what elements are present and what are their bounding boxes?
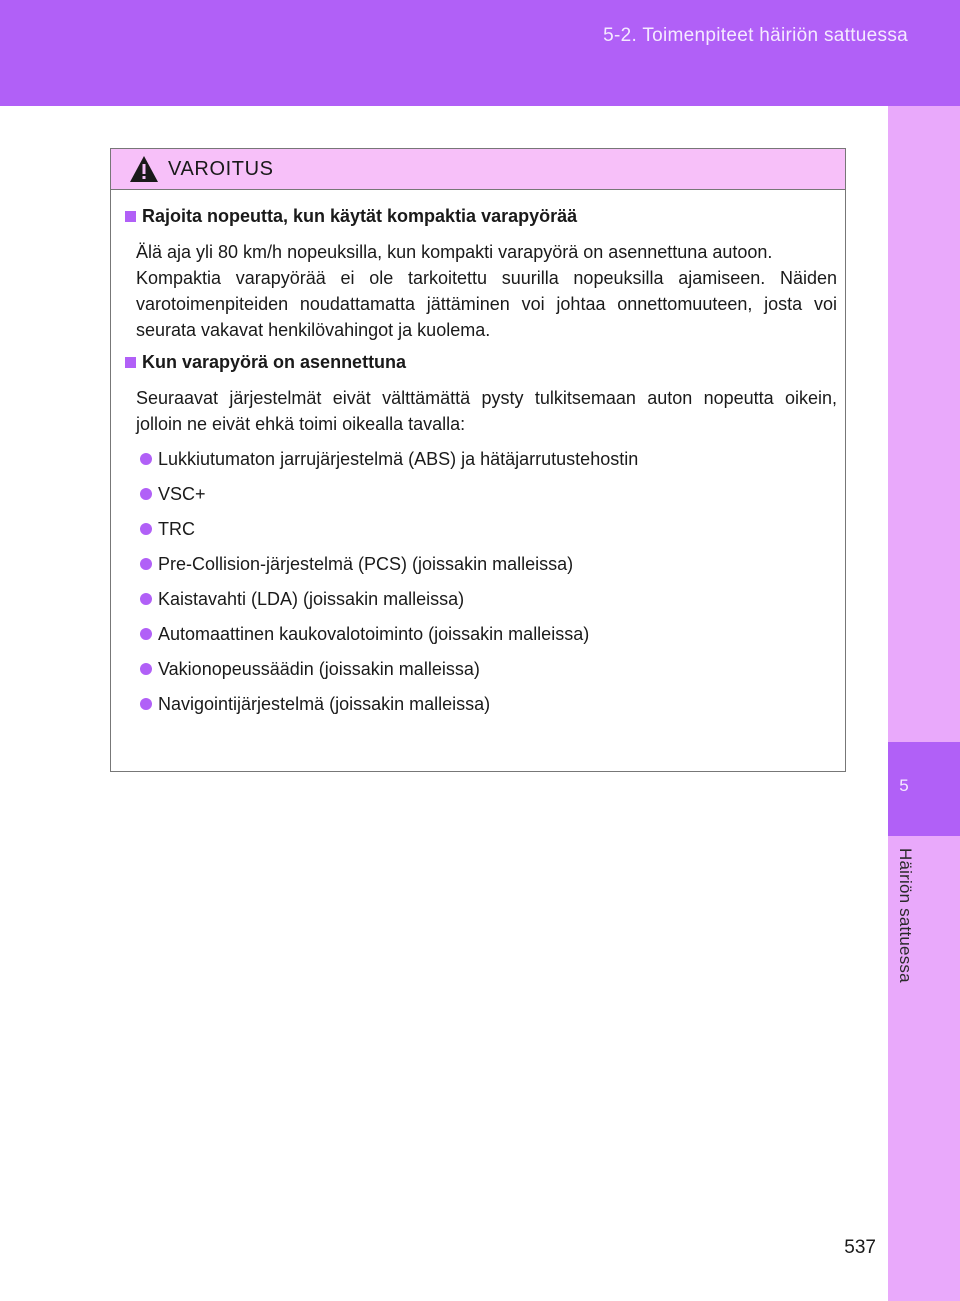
warning-label: VAROITUS (168, 157, 274, 180)
paragraph-line: Kompaktia varapyörää ei ole tarkoitettu suurilla nopeuksilla ajamiseen. Näiden varotoimenpiteiden noudattamatta jättäminen voi johtaa onnettomuuteen, josta voi seurata vakavat henkilövahingot ja kuolema. (136, 268, 837, 340)
warning-triangle-icon (129, 155, 159, 183)
square-bullet-icon (125, 357, 136, 368)
list-item-text: Lukkiutumaton jarrujärjestelmä (ABS) ja hätäjarrutustehostin (158, 449, 639, 469)
side-strip (888, 106, 960, 1301)
section-heading (119, 352, 837, 373)
bullet-dot-icon (140, 593, 152, 605)
section-heading-text: Kun varapyörä on asennettuna (142, 352, 407, 372)
bullet-dot-icon (140, 558, 152, 570)
section-title: 5-2. Toimenpiteet häiriön sattuessa (603, 25, 908, 46)
list-item (136, 446, 837, 472)
page-number: 537 (844, 1237, 876, 1258)
bullet-dot-icon (140, 628, 152, 640)
list-item-text: Navigointijärjestelmä (joissakin malleissa) (158, 694, 491, 714)
list-item-text: Vakionopeussäädin (joissakin malleissa) (158, 659, 480, 679)
list-item-text: Kaistavahti (LDA) (joissakin malleissa) (158, 589, 465, 609)
list-item-text: VSC+ (158, 484, 206, 504)
chapter-title: Häiriön sattuessa (896, 848, 915, 983)
bullet-dot-icon (140, 488, 152, 500)
header-band (0, 0, 960, 106)
bullet-dot-icon (140, 663, 152, 675)
systems-list (136, 446, 837, 717)
square-bullet-icon (125, 211, 136, 222)
section-spare-installed (119, 352, 837, 717)
list-item (136, 516, 837, 542)
list-item (136, 691, 837, 717)
list-item-text: TRC (158, 519, 195, 539)
section-speed-limit (119, 206, 837, 343)
paragraph-line: Älä aja yli 80 km/h nopeuksilla, kun kompakti varapyörä on asennettuna autoon. (136, 242, 773, 262)
list-item (136, 621, 837, 647)
bullet-dot-icon (140, 453, 152, 465)
section-heading-text: Rajoita nopeutta, kun käytät kompaktia varapyörää (142, 206, 578, 226)
warning-content (111, 190, 845, 717)
paragraph (136, 239, 837, 343)
list-item (136, 551, 837, 577)
list-item (136, 586, 837, 612)
warning-box (110, 148, 846, 772)
list-item (136, 481, 837, 507)
list-item (136, 656, 837, 682)
list-item-text: Automaattinen kaukovalotoiminto (joissakin malleissa) (158, 624, 590, 644)
chapter-tab (888, 742, 960, 836)
warning-header (111, 149, 845, 190)
paragraph: Seuraavat järjestelmät eivät välttämättä pysty tulkitsemaan auton nopeutta oikein, jolloin ne eivät ehkä toimi oikealla tavalla: (136, 388, 837, 434)
chapter-number: 5 (899, 776, 909, 795)
bullet-dot-icon (140, 523, 152, 535)
section-heading (119, 206, 837, 227)
bullet-dot-icon (140, 698, 152, 710)
list-item-text: Pre-Collision-järjestelmä (PCS) (joissakin malleissa) (158, 554, 574, 574)
